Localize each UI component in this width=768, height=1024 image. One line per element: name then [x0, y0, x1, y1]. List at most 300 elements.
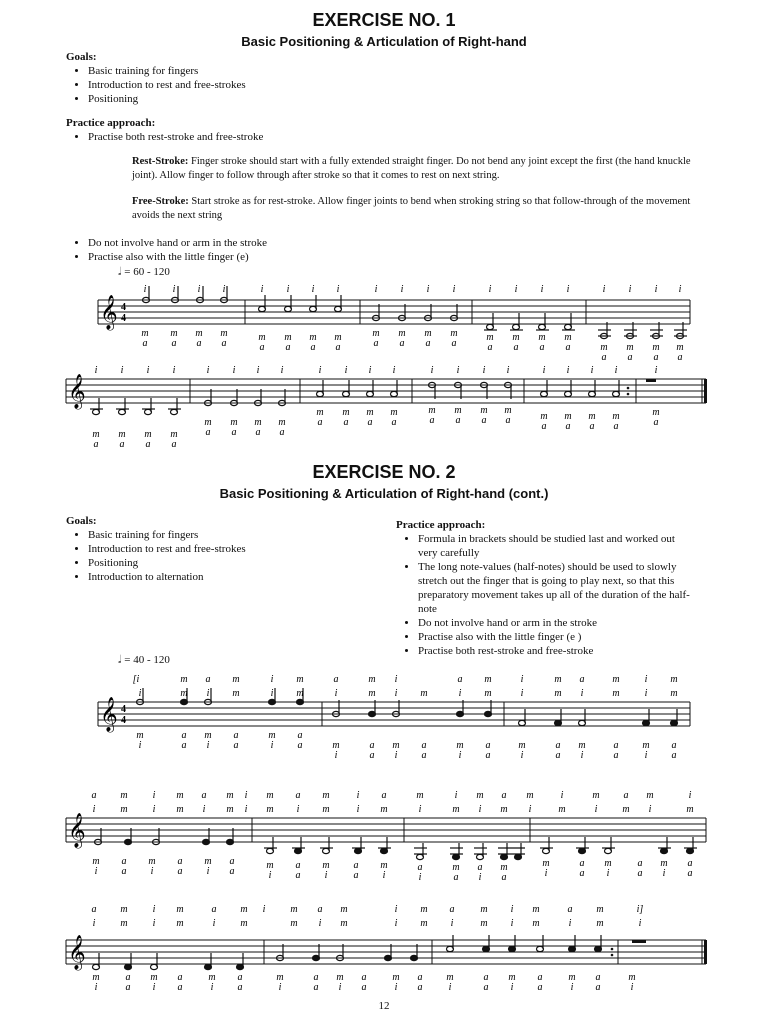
- svg-text:i: i: [143, 284, 147, 295]
- svg-text:i: i: [520, 674, 524, 685]
- svg-text:m: m: [372, 328, 380, 339]
- svg-text:a: a: [119, 439, 125, 450]
- svg-text:m: m: [92, 429, 100, 440]
- practice-item: • Practise also with the little finger (e): [88, 250, 666, 264]
- svg-text:i: i: [336, 284, 340, 295]
- svg-text:a: a: [177, 982, 183, 993]
- svg-text:a: a: [485, 750, 491, 761]
- svg-text:a: a: [637, 868, 643, 879]
- svg-text:m: m: [454, 405, 462, 416]
- time-signature-top: 4: [121, 302, 126, 313]
- svg-text:a: a: [485, 740, 491, 751]
- svg-text:i: i: [688, 790, 692, 801]
- svg-text:i: i: [368, 365, 372, 376]
- svg-text:a: a: [601, 352, 607, 363]
- svg-text:m: m: [424, 328, 432, 339]
- svg-text:a: a: [421, 750, 427, 761]
- svg-text:m: m: [600, 342, 608, 353]
- svg-text:i: i: [92, 918, 96, 929]
- svg-text:a: a: [555, 750, 561, 761]
- svg-text:a: a: [567, 904, 573, 915]
- music-staff: [0, 278, 768, 373]
- svg-text:m: m: [322, 860, 330, 871]
- svg-text:a: a: [255, 427, 261, 438]
- exercise-1-subtitle: Basic Positioning & Articulation of Right-hand: [241, 34, 527, 49]
- svg-text:m: m: [316, 407, 324, 418]
- time-signature-bottom: 4: [121, 715, 126, 726]
- svg-text:a: a: [579, 674, 585, 685]
- svg-text:a: a: [579, 858, 585, 869]
- svg-text:i: i: [560, 790, 564, 801]
- svg-text:a: a: [369, 750, 375, 761]
- svg-text:i: i: [418, 872, 422, 883]
- svg-text:a: a: [677, 352, 683, 363]
- svg-text:m: m: [500, 862, 508, 873]
- svg-text:a: a: [177, 972, 183, 983]
- svg-text:i: i: [648, 804, 652, 815]
- svg-text:m: m: [612, 674, 620, 685]
- svg-text:m: m: [392, 972, 400, 983]
- svg-text:a: a: [627, 352, 633, 363]
- fingering-labels: [133, 674, 678, 761]
- svg-text:i: i: [458, 750, 462, 761]
- svg-text:i: i: [400, 284, 404, 295]
- svg-text:a: a: [201, 790, 207, 801]
- svg-text:m: m: [420, 688, 428, 699]
- svg-text:i: i: [594, 804, 598, 815]
- svg-text:m: m: [232, 674, 240, 685]
- svg-text:m: m: [176, 804, 184, 815]
- svg-text:i: i: [262, 904, 266, 915]
- svg-text:a: a: [205, 427, 211, 438]
- svg-text:a: a: [539, 342, 545, 353]
- svg-text:i: i: [510, 918, 514, 929]
- svg-text:i]: i]: [636, 904, 644, 915]
- time-signature-top: 4: [121, 704, 126, 715]
- svg-text:a: a: [687, 868, 693, 879]
- svg-text:a: a: [613, 740, 619, 751]
- svg-text:i: i: [394, 904, 398, 915]
- svg-text:a: a: [295, 790, 301, 801]
- svg-text:m: m: [204, 856, 212, 867]
- svg-text:a: a: [537, 982, 543, 993]
- svg-text:a: a: [231, 427, 237, 438]
- svg-text:i: i: [430, 365, 434, 376]
- svg-text:i: i: [644, 674, 648, 685]
- svg-text:m: m: [368, 674, 376, 685]
- svg-text:a: a: [455, 415, 461, 426]
- svg-text:m: m: [230, 417, 238, 428]
- svg-text:m: m: [180, 674, 188, 685]
- svg-text:m: m: [564, 332, 572, 343]
- svg-text:i: i: [590, 365, 594, 376]
- svg-text:m: m: [176, 918, 184, 929]
- svg-text:m: m: [504, 405, 512, 416]
- rest-stroke-label: Rest-Stroke:: [132, 156, 189, 167]
- svg-text:m: m: [278, 417, 286, 428]
- svg-text:i: i: [606, 868, 610, 879]
- svg-text:a: a: [295, 860, 301, 871]
- svg-text:m: m: [652, 342, 660, 353]
- svg-text:a: a: [449, 904, 455, 915]
- svg-text:i: i: [206, 866, 210, 877]
- free-stroke-label: Free-Stroke:: [132, 196, 189, 207]
- svg-text:m: m: [170, 429, 178, 440]
- svg-text:a: a: [565, 342, 571, 353]
- svg-text:a: a: [310, 342, 316, 353]
- svg-text:i: i: [270, 674, 274, 685]
- svg-text:a: a: [145, 439, 151, 450]
- svg-text:i: i: [334, 688, 338, 699]
- svg-text:i: i: [318, 365, 322, 376]
- svg-text:a: a: [237, 972, 243, 983]
- svg-text:a: a: [317, 904, 323, 915]
- svg-text:a: a: [313, 972, 319, 983]
- svg-text:i: i: [392, 365, 396, 376]
- svg-text:i: i: [138, 688, 142, 699]
- practice-item: • Practise both rest-stroke and free-stroke: [88, 130, 666, 144]
- svg-text:m: m: [309, 332, 317, 343]
- svg-text:a: a: [373, 338, 379, 349]
- svg-text:i: i: [94, 982, 98, 993]
- svg-text:i: i: [506, 365, 510, 376]
- svg-text:a: a: [541, 421, 547, 432]
- svg-text:m: m: [596, 904, 604, 915]
- svg-text:a: a: [453, 872, 459, 883]
- svg-text:m: m: [588, 411, 596, 422]
- svg-text:i: i: [510, 904, 514, 915]
- svg-text:a: a: [93, 439, 99, 450]
- svg-text:a: a: [481, 415, 487, 426]
- svg-text:i: i: [602, 284, 606, 295]
- treble-clef-icon: 𝄞: [68, 936, 86, 969]
- svg-text:a: a: [297, 730, 303, 741]
- svg-text:i: i: [510, 982, 514, 993]
- svg-text:m: m: [180, 688, 188, 699]
- svg-text:m: m: [398, 328, 406, 339]
- svg-text:m: m: [628, 972, 636, 983]
- svg-text:a: a: [381, 790, 387, 801]
- svg-text:m: m: [486, 332, 494, 343]
- svg-text:i: i: [426, 284, 430, 295]
- svg-text:i: i: [568, 918, 572, 929]
- svg-text:a: a: [335, 342, 341, 353]
- staff-lines: [66, 818, 706, 842]
- svg-text:i: i: [138, 740, 142, 751]
- music-staff: [0, 900, 768, 995]
- svg-text:m: m: [266, 790, 274, 801]
- music-staff: [0, 365, 768, 460]
- free-stroke-paragraph: [132, 195, 702, 223]
- svg-text:m: m: [92, 856, 100, 867]
- svg-text:m: m: [240, 918, 248, 929]
- svg-text:i: i: [212, 918, 216, 929]
- svg-text:m: m: [578, 740, 586, 751]
- svg-text:m: m: [612, 411, 620, 422]
- svg-text:m: m: [276, 972, 284, 983]
- svg-text:m: m: [660, 858, 668, 869]
- svg-text:m: m: [526, 790, 534, 801]
- svg-text:i: i: [260, 284, 264, 295]
- svg-text:m: m: [170, 328, 178, 339]
- svg-text:a: a: [333, 674, 339, 685]
- svg-text:m: m: [642, 740, 650, 751]
- svg-text:a: a: [121, 856, 127, 867]
- svg-text:a: a: [399, 338, 405, 349]
- svg-text:m: m: [368, 688, 376, 699]
- svg-text:m: m: [604, 858, 612, 869]
- svg-text:i: i: [630, 982, 634, 993]
- svg-text:m: m: [652, 407, 660, 418]
- svg-text:a: a: [205, 674, 211, 685]
- practice-heading: Practice approach:: [396, 519, 486, 531]
- practice-item: • Do not involve hand or arm in the stroke: [418, 616, 696, 630]
- svg-text:i: i: [206, 365, 210, 376]
- svg-text:i: i: [356, 790, 360, 801]
- goal-item: • Introduction to rest and free-strokes: [88, 542, 366, 556]
- svg-text:i: i: [222, 284, 226, 295]
- svg-text:m: m: [480, 405, 488, 416]
- svg-text:a: a: [501, 790, 507, 801]
- svg-text:i: i: [628, 284, 632, 295]
- svg-text:m: m: [150, 972, 158, 983]
- svg-text:[i: [i: [132, 674, 140, 685]
- svg-text:i: i: [394, 750, 398, 761]
- svg-text:a: a: [637, 858, 643, 869]
- ex2-goals: [66, 514, 366, 584]
- svg-text:i: i: [270, 740, 274, 751]
- svg-text:m: m: [322, 790, 330, 801]
- ex1-practice-2: [66, 236, 666, 264]
- svg-text:a: a: [367, 417, 373, 428]
- svg-text:m: m: [226, 790, 234, 801]
- goals-heading: Goals:: [66, 51, 97, 63]
- practice-heading: Practice approach:: [66, 117, 156, 129]
- svg-text:m: m: [204, 730, 212, 741]
- svg-text:i: i: [206, 688, 210, 699]
- svg-text:m: m: [176, 790, 184, 801]
- svg-text:i: i: [210, 982, 214, 993]
- svg-text:a: a: [353, 860, 359, 871]
- svg-text:a: a: [429, 415, 435, 426]
- svg-text:m: m: [420, 918, 428, 929]
- svg-text:i: i: [638, 918, 642, 929]
- svg-text:i: i: [452, 284, 456, 295]
- svg-text:m: m: [92, 972, 100, 983]
- svg-text:i: i: [614, 365, 618, 376]
- svg-text:a: a: [285, 342, 291, 353]
- time-signature-bottom: 4: [121, 313, 126, 324]
- svg-text:m: m: [141, 328, 149, 339]
- svg-text:a: a: [171, 439, 177, 450]
- svg-text:m: m: [290, 918, 298, 929]
- ex2-practice: [396, 518, 696, 658]
- svg-text:i: i: [152, 982, 156, 993]
- svg-text:a: a: [297, 740, 303, 751]
- svg-text:m: m: [195, 328, 203, 339]
- svg-text:a: a: [653, 352, 659, 363]
- svg-text:a: a: [317, 417, 323, 428]
- svg-text:m: m: [380, 804, 388, 815]
- free-stroke-text: Start stroke as for rest-stroke. Allow finger joints to bend when stroking string so that follow-through of the movement avoids the next string: [132, 196, 691, 221]
- svg-text:m: m: [484, 688, 492, 699]
- svg-text:a: a: [477, 862, 483, 873]
- svg-text:i: i: [456, 365, 460, 376]
- svg-text:a: a: [501, 872, 507, 883]
- svg-text:i: i: [92, 804, 96, 815]
- whole-rest: [632, 940, 646, 943]
- svg-text:m: m: [592, 790, 600, 801]
- svg-text:m: m: [332, 740, 340, 751]
- svg-text:a: a: [579, 868, 585, 879]
- svg-text:m: m: [532, 904, 540, 915]
- svg-text:i: i: [344, 365, 348, 376]
- tempo-marking: 𝅗𝅥 = 40 - 120: [118, 654, 170, 666]
- svg-text:m: m: [416, 790, 424, 801]
- svg-text:m: m: [322, 804, 330, 815]
- svg-text:m: m: [484, 674, 492, 685]
- svg-text:m: m: [626, 342, 634, 353]
- svg-text:a: a: [211, 904, 217, 915]
- svg-text:m: m: [148, 856, 156, 867]
- svg-text:a: a: [221, 338, 227, 349]
- svg-text:a: a: [369, 740, 375, 751]
- svg-text:i: i: [152, 918, 156, 929]
- staff-lines: [98, 702, 690, 726]
- svg-text:m: m: [258, 332, 266, 343]
- practice-item: • Do not involve hand or arm in the stroke: [88, 236, 666, 250]
- svg-text:m: m: [428, 405, 436, 416]
- svg-text:i: i: [268, 870, 272, 881]
- svg-text:i: i: [334, 750, 338, 761]
- svg-text:a: a: [537, 972, 543, 983]
- final-barline: [704, 940, 707, 964]
- svg-text:i: i: [120, 365, 124, 376]
- svg-text:m: m: [670, 674, 678, 685]
- svg-text:i: i: [356, 804, 360, 815]
- svg-text:a: a: [613, 750, 619, 761]
- svg-text:a: a: [483, 972, 489, 983]
- goal-item: • Positioning: [88, 92, 386, 106]
- tempo-marking: 𝅗𝅥 = 60 - 120: [118, 266, 170, 278]
- svg-text:m: m: [532, 918, 540, 929]
- svg-text:m: m: [686, 804, 694, 815]
- svg-text:i: i: [488, 284, 492, 295]
- svg-text:m: m: [366, 407, 374, 418]
- svg-text:a: a: [229, 856, 235, 867]
- svg-text:m: m: [120, 804, 128, 815]
- svg-text:i: i: [150, 866, 154, 877]
- music-staff: [0, 788, 768, 888]
- practice-item: • Practise both rest-stroke and free-stroke: [418, 644, 696, 658]
- goal-item: • Basic training for fingers: [88, 64, 386, 78]
- svg-text:a: a: [565, 421, 571, 432]
- svg-text:i: i: [244, 790, 248, 801]
- svg-text:m: m: [596, 918, 604, 929]
- svg-text:m: m: [538, 332, 546, 343]
- svg-text:i: i: [644, 688, 648, 699]
- svg-text:i: i: [394, 688, 398, 699]
- svg-text:i: i: [478, 872, 482, 883]
- svg-text:m: m: [508, 972, 516, 983]
- svg-text:i: i: [311, 284, 315, 295]
- svg-text:a: a: [417, 982, 423, 993]
- treble-clef-icon: 𝄞: [68, 814, 86, 847]
- treble-clef-icon: 𝄞: [100, 698, 118, 731]
- svg-text:i: i: [172, 284, 176, 295]
- svg-text:i: i: [540, 284, 544, 295]
- svg-text:a: a: [91, 790, 97, 801]
- svg-text:a: a: [361, 972, 367, 983]
- svg-text:i: i: [580, 688, 584, 699]
- ex1-practice: [66, 116, 666, 144]
- svg-text:i: i: [644, 750, 648, 761]
- svg-text:m: m: [290, 904, 298, 915]
- svg-text:i: i: [270, 688, 274, 699]
- svg-text:m: m: [420, 904, 428, 915]
- svg-text:m: m: [340, 904, 348, 915]
- svg-text:i: i: [450, 918, 454, 929]
- svg-text:i: i: [256, 365, 260, 376]
- svg-text:a: a: [177, 866, 183, 877]
- svg-text:m: m: [226, 804, 234, 815]
- svg-text:a: a: [451, 338, 457, 349]
- svg-text:i: i: [206, 740, 210, 751]
- svg-text:a: a: [313, 982, 319, 993]
- svg-text:a: a: [237, 982, 243, 993]
- svg-text:a: a: [457, 674, 463, 685]
- svg-text:i: i: [324, 870, 328, 881]
- svg-text:i: i: [654, 284, 658, 295]
- svg-text:a: a: [417, 972, 423, 983]
- svg-text:m: m: [564, 411, 572, 422]
- svg-text:a: a: [421, 740, 427, 751]
- svg-text:m: m: [120, 918, 128, 929]
- svg-text:m: m: [450, 328, 458, 339]
- whole-rest: [646, 379, 656, 382]
- treble-clef-icon: 𝄞: [68, 375, 86, 408]
- svg-text:m: m: [342, 407, 350, 418]
- svg-text:m: m: [284, 332, 292, 343]
- svg-text:i: i: [482, 365, 486, 376]
- svg-text:m: m: [144, 429, 152, 440]
- goal-item: • Introduction to rest and free-strokes: [88, 78, 386, 92]
- svg-text:i: i: [382, 870, 386, 881]
- svg-text:m: m: [296, 688, 304, 699]
- svg-text:a: a: [279, 427, 285, 438]
- svg-text:i: i: [296, 804, 300, 815]
- svg-text:a: a: [505, 415, 511, 426]
- svg-text:a: a: [623, 790, 629, 801]
- svg-text:i: i: [394, 982, 398, 993]
- svg-text:a: a: [687, 858, 693, 869]
- goal-item: • Basic training for fingers: [88, 528, 366, 542]
- svg-text:i: i: [542, 365, 546, 376]
- svg-text:m: m: [266, 804, 274, 815]
- svg-text:m: m: [554, 688, 562, 699]
- svg-text:a: a: [671, 750, 677, 761]
- exercise-1-title: EXERCISE NO. 1: [312, 10, 456, 30]
- svg-text:a: a: [121, 866, 127, 877]
- svg-text:m: m: [120, 790, 128, 801]
- music-staff: [0, 672, 768, 772]
- svg-text:i: i: [520, 750, 524, 761]
- svg-text:m: m: [456, 740, 464, 751]
- svg-text:m: m: [676, 342, 684, 353]
- svg-text:i: i: [570, 982, 574, 993]
- page-number: 12: [378, 1000, 390, 1012]
- svg-text:a: a: [343, 417, 349, 428]
